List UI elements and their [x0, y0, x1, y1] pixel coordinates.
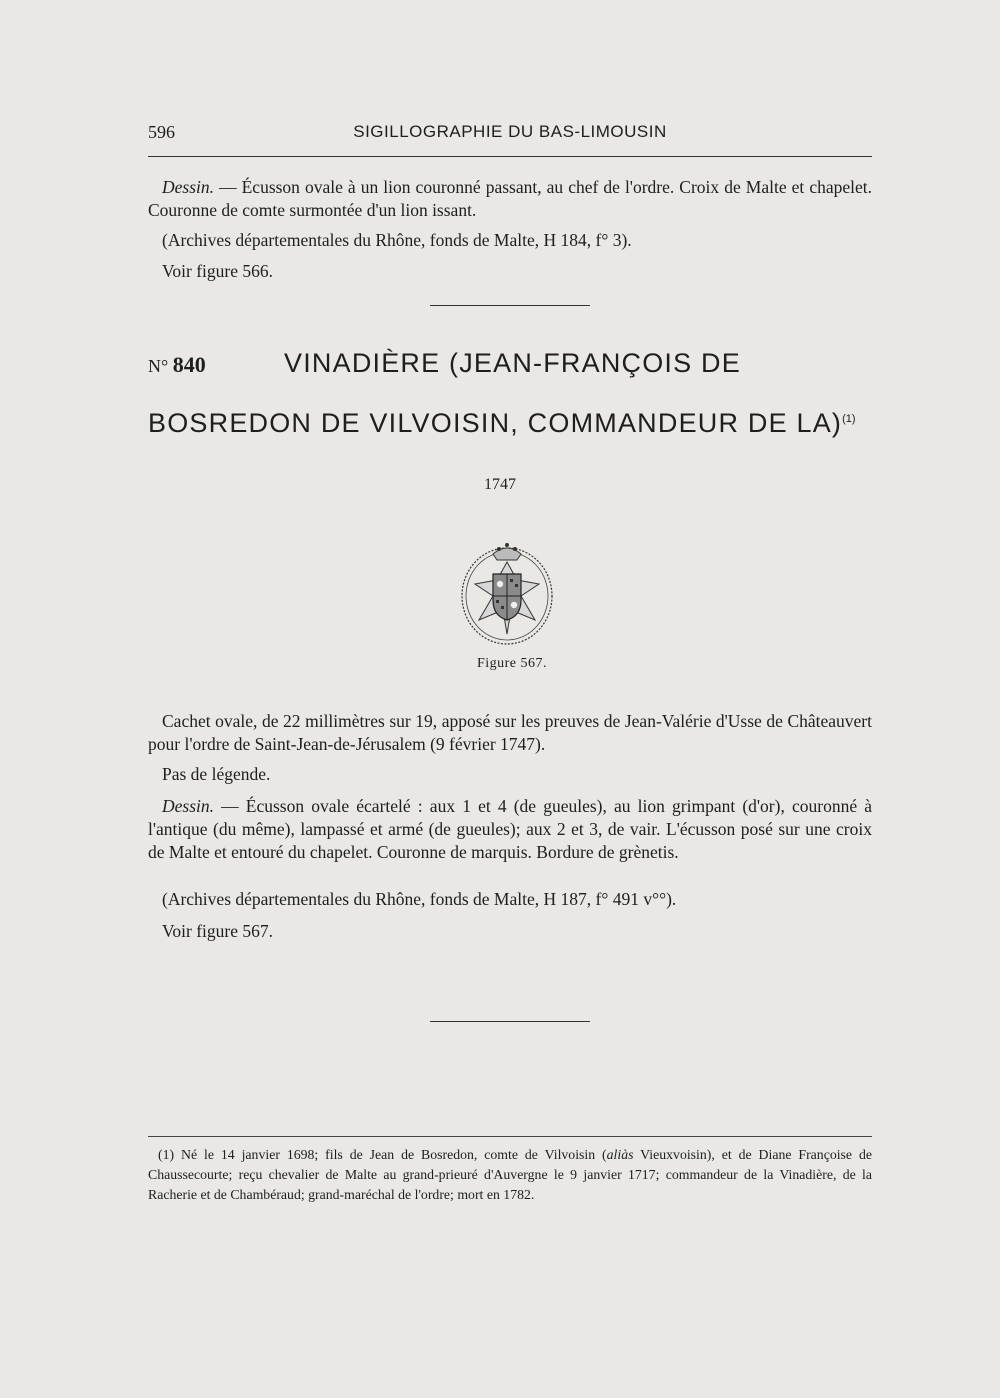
entry-number-value: 840 [172, 352, 206, 377]
dessin-text: — Écusson ovale à un lion couronné passant, au chef de l'ordre. Croix de Malte et chapelet. Couronne de comte surmontée d'un lion issant. [148, 177, 872, 220]
dessin-label: Dessin. [162, 796, 215, 816]
entry-title-line2-text: BOSREDON DE VILVOISIN, COMMANDEUR DE LA) [148, 408, 843, 438]
running-title: SIGILLOGRAPHIE DU BAS-LIMOUSIN [353, 122, 667, 141]
previous-figure-ref: Voir figure 566. [162, 261, 273, 281]
figure-ref-paragraph: Voir figure 567. [162, 921, 273, 941]
legend-paragraph: Pas de légende. [162, 764, 271, 784]
page-number: 596 [148, 122, 175, 142]
dessin-paragraph [148, 795, 872, 864]
archives-paragraph: (Archives départementales du Rhône, fonds de Malte, H 187, f° 491 v°°). [162, 889, 677, 909]
entry-year: 1747 [484, 476, 516, 493]
footnote [148, 1145, 872, 1205]
footnote-text-start: Né le 14 janvier 1698; fils de Jean de Bosredon, comte de Vilvoisin ( [174, 1147, 607, 1162]
entry-number [148, 352, 206, 378]
page-header [148, 122, 872, 152]
section-separator [430, 305, 590, 306]
entry-title-line1: VINADIÈRE (JEAN-FRANÇOIS DE [284, 348, 741, 378]
footnote-alias: aliàs [606, 1147, 634, 1162]
header-rule [148, 156, 872, 157]
figure-caption: Figure 567. [476, 656, 548, 671]
footnote-number: (1) [158, 1147, 175, 1162]
dessin-text: — Écusson ovale écartelé : aux 1 et 4 (de gueules), au lion grimpant (d'or), couronné à l'antique (du même), lampassé et armé (de gueules); aux 2 et 3, de vair. L'écusson posé sur une croix de Malte et entouré du chapelet. Couronne de marquis. Bordure de grènetis. [148, 796, 872, 862]
footnote-rule [148, 1136, 872, 1137]
previous-archives: (Archives départementales du Rhône, fonds de Malte, H 184, f° 3). [162, 230, 632, 250]
footnote-text-end: Vieuxvoisin), et de Diane Françoise de Chaussecourte; reçu chevalier de Malte au grand-prieuré d'Auvergne le 9 janvier 1717; commandeur de la Vinadière, de la Racherie et de Chambéraud; grand-maréchal de l'ordre; mort en 1782. [148, 1147, 872, 1202]
entry-title-line2 [148, 408, 856, 439]
previous-dessin-paragraph [148, 176, 872, 222]
section-separator-bottom [430, 1021, 590, 1022]
entry-number-prefix: N° [148, 356, 169, 376]
description-paragraph: Cachet ovale, de 22 millimètres sur 19, apposé sur les preuves de Jean-Valérie d'Usse de Châteauvert pour l'ordre de Saint-Jean-de-Jérusalem (9 février 1747). [148, 711, 872, 754]
footnote-marker[interactable]: (1) [842, 413, 856, 425]
seal-image [459, 540, 555, 646]
dessin-label: Dessin. [162, 177, 215, 197]
